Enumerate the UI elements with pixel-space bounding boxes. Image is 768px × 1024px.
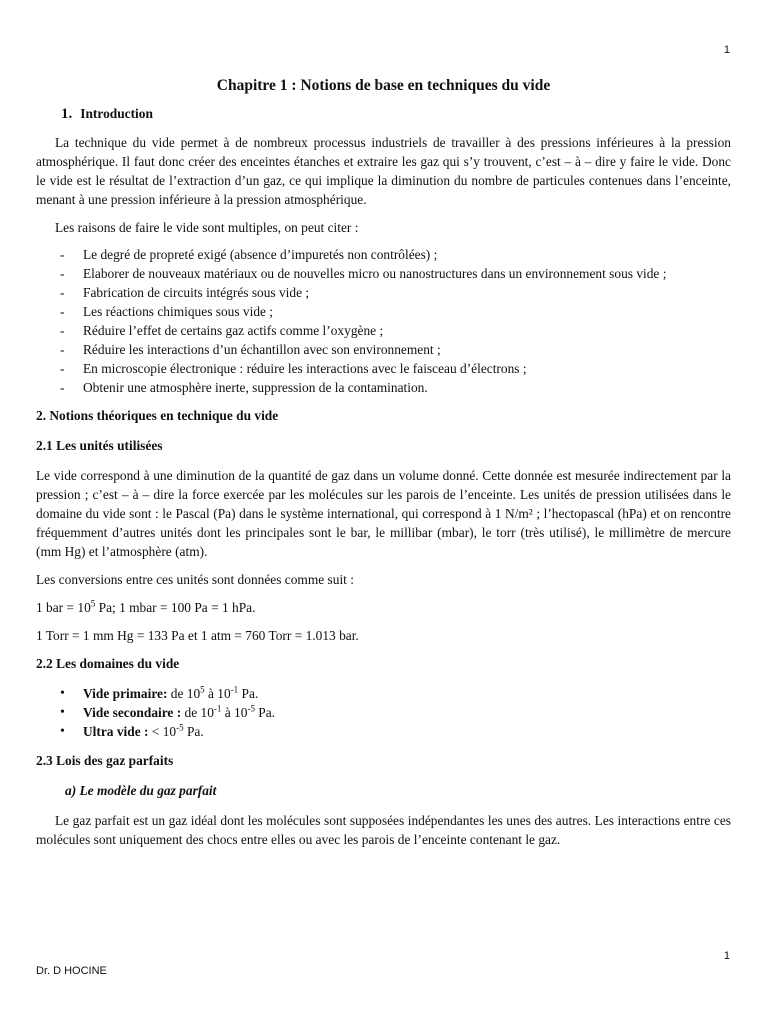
list-item <box>36 722 731 741</box>
list-item: - Obtenir une atmosphère inerte, suppression de la contamination. <box>36 378 731 397</box>
list-item <box>36 684 731 703</box>
domain-label: Vide secondaire : <box>83 705 182 720</box>
list-item: - Le degré de propreté exigé (absence d’impuretés non contrôlées) ; <box>36 245 731 264</box>
conversion-line-1 <box>36 598 731 617</box>
list-item: - Les réactions chimiques sous vide ; <box>36 302 731 321</box>
list-item: - Réduire l’effet de certains gaz actifs comme l’oxygène ; <box>36 321 731 340</box>
section-2-1-heading: 2.1 Les unités utilisées <box>36 438 163 453</box>
ideal-gas-paragraph: Le gaz parfait est un gaz idéal dont les molécules sont supposées indépendantes les unes des autres. Les interactions entre ces molécules sont uniquement des chocs entre elles ou avec les parois de l’enceinte contenant le gaz. <box>36 813 731 847</box>
footer-page-number: 1 <box>723 950 730 962</box>
intro-heading <box>61 104 731 124</box>
domain-text: < 10 <box>148 724 177 739</box>
exponent: 5 <box>90 598 96 609</box>
author-footer: Dr. D HOCINE <box>36 965 107 977</box>
exponent: -1 <box>213 703 222 714</box>
domain-text: Pa. <box>183 724 204 739</box>
section-2-3-heading: 2.3 Lois des gaz parfaits <box>36 753 174 768</box>
section-2-heading: 2. Notions théoriques en technique du vide <box>36 408 279 423</box>
list-item <box>36 703 731 722</box>
domain-text: Pa. <box>254 705 276 720</box>
intro-heading-number: 1. <box>61 106 73 122</box>
conversion-text: Pa; 1 mbar = 100 Pa = 1 hPa. <box>95 600 256 615</box>
subsection-a-heading: a) Le modèle du gaz parfait <box>65 783 217 798</box>
exponent: -5 <box>247 703 255 714</box>
vacuum-domains-list <box>36 684 731 741</box>
conversion-line-2: 1 Torr = 1 mm Hg = 133 Pa et 1 atm = 760 Torr = 1.013 bar. <box>36 628 359 643</box>
list-item: - Fabrication de circuits intégrés sous vide ; <box>36 283 731 302</box>
exponent: -5 <box>176 722 184 733</box>
intro-paragraph: La technique du vide permet à de nombreux processus industriels de travailler à des pressions inférieures à la pression atmosphérique. Il faut donc créer des enceintes étanches et extraire les gaz qui s’y trouvent, c’est – à – dire y faire le vide. Donc le vide est le résultat de l’extraction d’un gaz, ce qui implique la diminution du nombre de particules contenues dans l’enceinte, menant à une pression inférieure à la pression atmosphérique. <box>36 135 731 207</box>
reasons-list <box>36 245 731 397</box>
page-number: 1 <box>723 44 730 56</box>
list-item: - En microscopie électronique : réduire les interactions avec le faisceau d’électrons ; <box>36 359 731 378</box>
domain-text: à 10 <box>204 686 231 701</box>
conversion-text: 1 bar = 10 <box>36 600 91 615</box>
list-item: - Elaborer de nouveaux matériaux ou de nouvelles micro ou nanostructures dans un environnement sous vide ; <box>36 264 731 283</box>
intro-heading-text: Introduction <box>80 106 153 121</box>
conversions-intro: Les conversions entre ces unités sont données comme suit : <box>36 572 354 587</box>
domain-text: à 10 <box>221 705 248 720</box>
chapter-title: Chapitre 1 : Notions de base en techniques du vide <box>216 77 551 94</box>
exponent: 5 <box>200 684 205 695</box>
list-item: - Réduire les interactions d’un échantillon avec son environnement ; <box>36 340 731 359</box>
domain-label: Vide primaire: <box>83 686 168 701</box>
domain-text: de 10 <box>167 686 201 701</box>
document-body <box>36 76 731 858</box>
section-2-2-heading: 2.2 Les domaines du vide <box>36 656 180 671</box>
domain-text: de 10 <box>181 705 214 720</box>
exponent: -1 <box>230 684 239 695</box>
domain-text: Pa. <box>238 686 259 701</box>
domain-label: Ultra vide : <box>83 724 149 739</box>
units-paragraph: Le vide correspond à une diminution de la quantité de gaz dans un volume donné. Cette donnée est mesurée indirectement par la pression ; c’est – à – dire la force exercée par les molécules sur les parois de l’enceinte. Les unités de pression utilisées dans le domaine du vide sont : le Pascal (Pa) dans le système international, qui correspond à 1 N/m² ; l’hectopascal (hPa) et on rencontre fréquemment d’autres unités dont les principales sont le bar, le millibar (mbar), le torr (très utilisé), le millimètre de mercure (mm Hg) et l’atmosphère (atm). <box>36 468 731 559</box>
reasons-intro: Les raisons de faire le vide sont multiples, on peut citer : <box>55 220 359 235</box>
